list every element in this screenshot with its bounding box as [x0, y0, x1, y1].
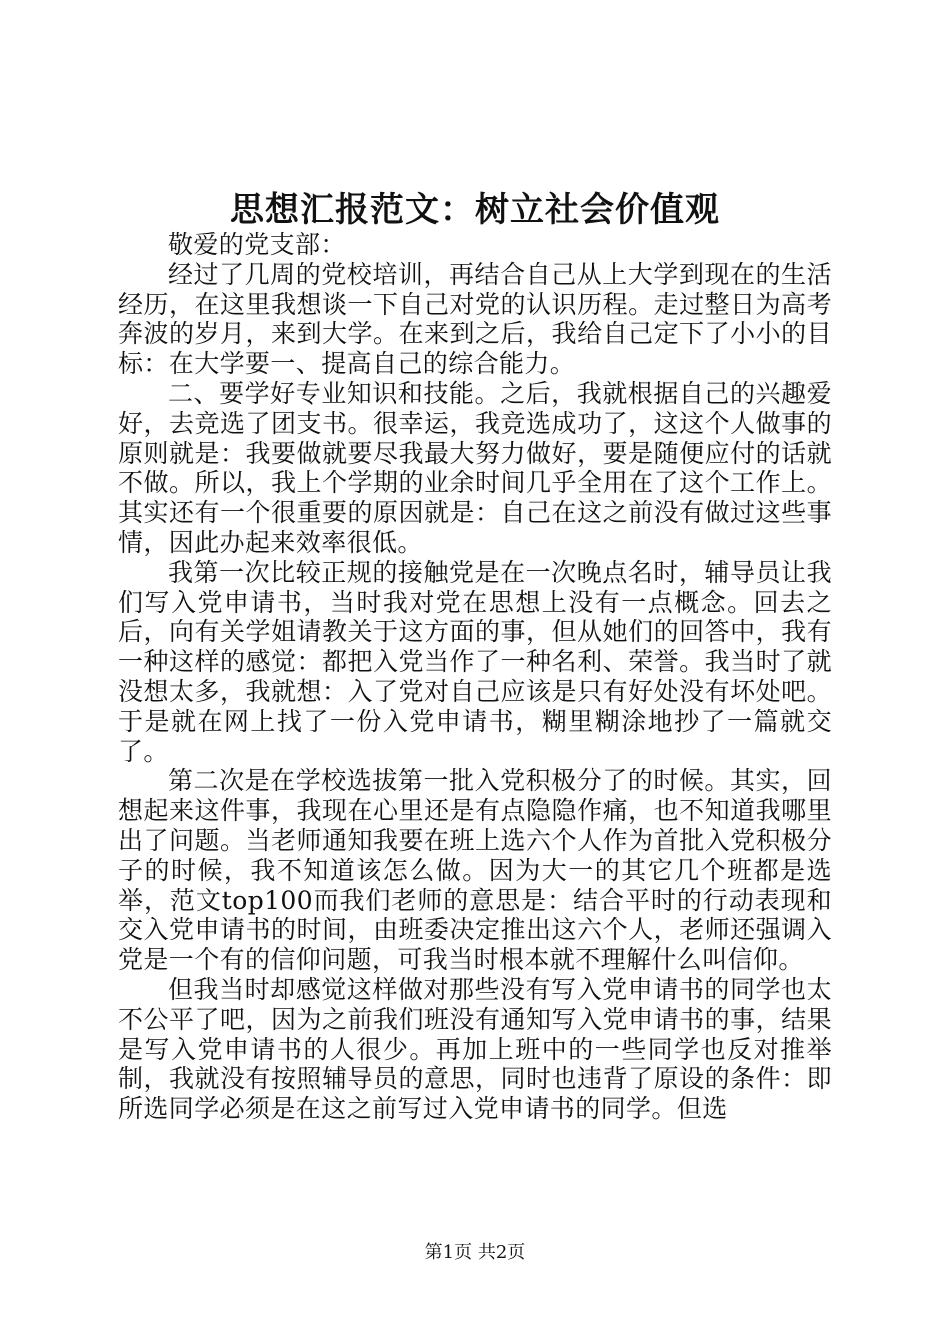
paragraph: 但我当时却感觉这样做对那些没有写入党申请书的同学也太不公平了吧，因为之前我们班没有通知写入党申请书的事，结果是写入党申请书的人很少。再加上班中的一些同学也反对推举制，我就没有按照辅导员的意思，同时也违背了原设的条件：即所选同学必须是在这之前写过入党申请书的同学。但选: [118, 974, 832, 1124]
paragraph: 二、要学好专业知识和技能。之后，我就根据自己的兴趣爱好，去竞选了团支书。很幸运，我竞选成功了，这这个人做事的原则就是：我要做就要尽我最大努力做好，要是随便应付的话就不做。所以，我上个学期的业余时间几乎全用在了这个工作上。其实还有一个很重要的原因就是：自己在这之前没有做过这些事情，因此办起来效率很低。: [118, 378, 832, 557]
paragraph: 我第一次比较正规的接触党是在一次晚点名时，辅导员让我们写入党申请书，当时我对党在思想上没有一点概念。回去之后，向有关学姐请教关于这方面的事，但从她们的回答中，我有一种这样的感觉：都把入党当作了一种名利、荣誉。我当时了就没想太多，我就想：入了党对自己应该是只有好处没有坏处吧。于是就在网上找了一份入党申请书，糊里糊涂地抄了一篇就交了。: [118, 557, 832, 766]
paragraph: 经过了几周的党校培训，再结合自己从上大学到现在的生活经历，在这里我想谈一下自己对党的认识历程。走过整日为高考奔波的岁月，来到大学。在来到之后，我给自己定下了小小的目标：在大学要一、提高自己的综合能力。: [118, 259, 832, 379]
document-title: 思想汇报范文：树立社会价值观: [230, 190, 720, 230]
document-body: [118, 230, 832, 1124]
page-number-footer: 第1页 共2页: [424, 1242, 526, 1263]
paragraph: 第二次是在学校选拔第一批入党积极分了的时候。其实，回想起来这件事，我现在心里还是有点隐隐作痛，也不知道我哪里出了问题。当老师通知我要在班上选六个人作为首批入党积极分子的时候，我不知道该怎么做。因为大一的其它几个班都是选举，范文top100而我们老师的意思是：结合平时的行动表现和交入党申请书的时间，由班委决定推出这六个人，老师还强调入党是一个有的信仰问题，可我当时根本就不理解什么叫信仰。: [118, 766, 832, 975]
salutation: 敬爱的党支部：: [168, 230, 346, 259]
